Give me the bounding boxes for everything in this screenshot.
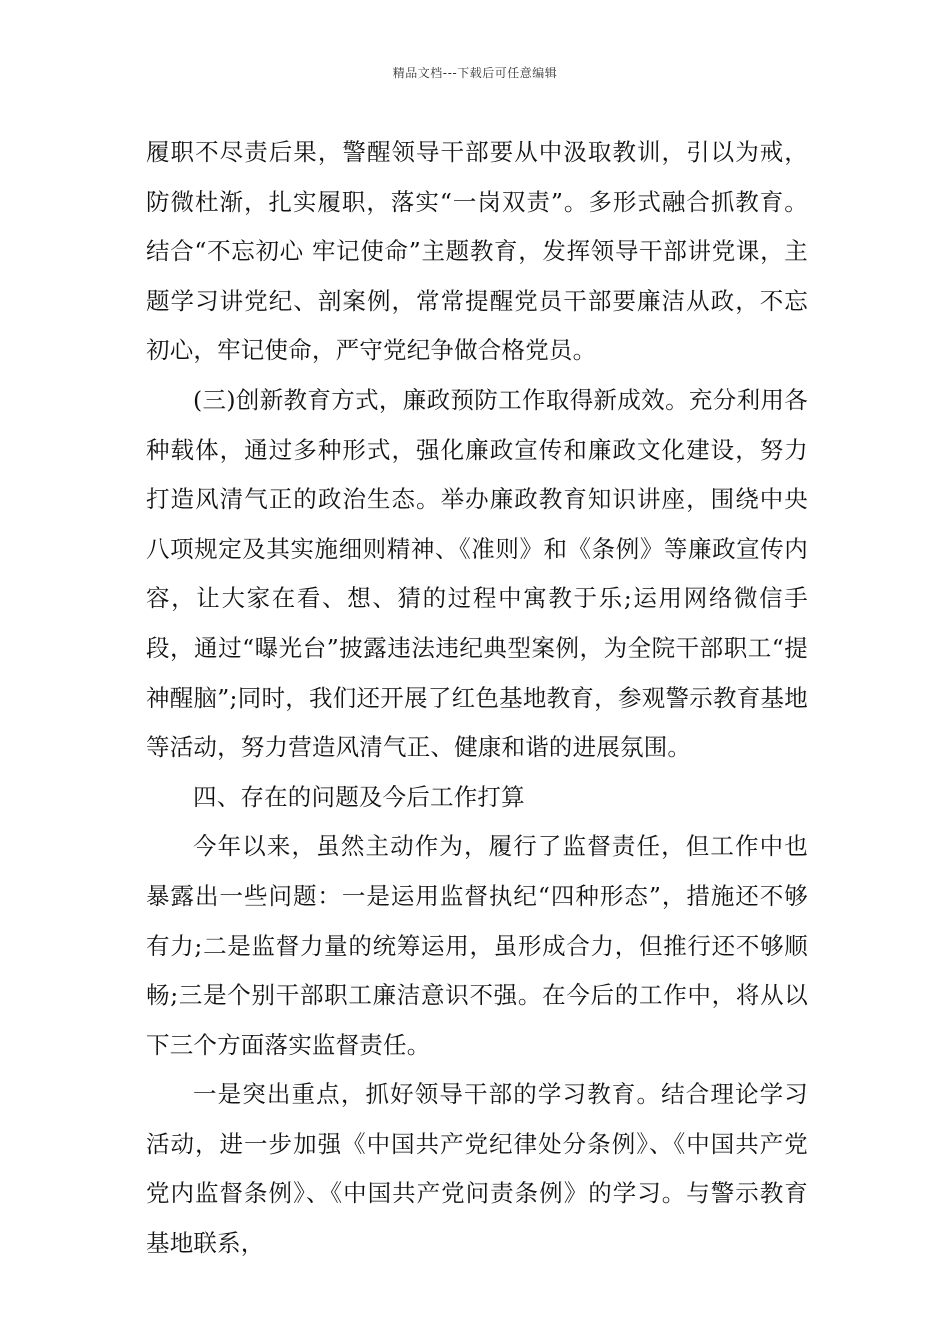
page-header: 精品文档---下载后可任意编辑 xyxy=(392,66,558,80)
document-body xyxy=(146,128,808,1269)
paragraph-3: 今年以来，虽然主动作为，履行了监督责任，但工作中也暴露出一些问题：一是运用监督执纪“四种形态”，措施还不够有力;二是监督力量的统筹运用，虽形成合力，但推行还不够顺畅;三是个别干部职工廉洁意识不强。在今后的工作中，将从以下三个方面落实监督责任。 xyxy=(146,832,808,1059)
paragraph-1: 履职不尽责后果，警醒领导干部要从中汲取教训，引以为戒，防微杜渐，扎实履职，落实“一岗双责”。多形式融合抓教育。结合“不忘初心 牢记使命”主题教育，发挥领导干部讲党课，主题学习讲党纪、剖案例，常常提醒党员干部要廉洁从政，不忘初心，牢记使命，严守党纪争做合格党员。 xyxy=(146,138,808,365)
section-heading: 四、存在的问题及今后工作打算 xyxy=(193,782,525,811)
paragraph-2: (三)创新教育方式，廉政预防工作取得新成效。充分利用各种载体，通过多种形式，强化廉政宣传和廉政文化建设，努力打造风清气正的政治生态。举办廉政教育知识讲座，围绕中央八项规定及其实施细则精神、《准则》和《条例》等廉政宣传内容，让大家在看、想、猜的过程中寓教于乐;运用网络微信手段，通过“曝光台”披露违法违纪典型案例，为全院干部职工“提神醒脑”;同时，我们还开展了红色基地教育，参观警示教育基地等活动，努力营造风清气正、健康和谐的进展氛围。 xyxy=(146,385,808,762)
paragraph-4: 一是突出重点，抓好领导干部的学习教育。结合理论学习活动，进一步加强《中国共产党纪律处分条例》、《中国共产党党内监督条例》、《中国共产党问责条例》的学习。与警示教育基地联系， xyxy=(146,1080,808,1258)
